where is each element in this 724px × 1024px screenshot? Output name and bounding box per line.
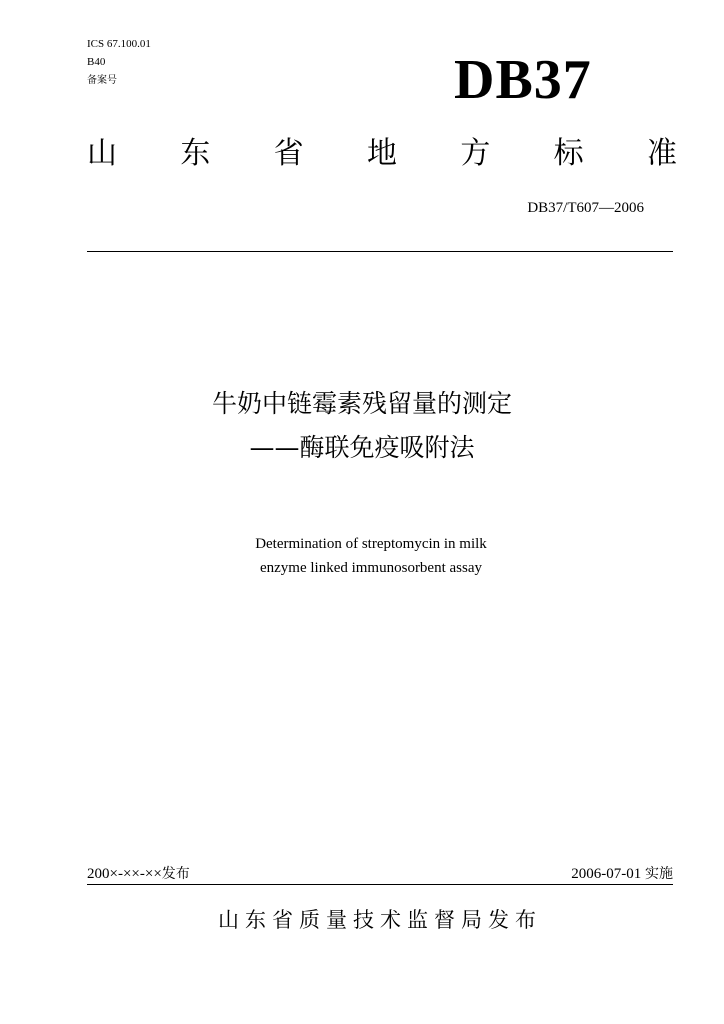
implement-date-block <box>571 864 673 884</box>
registration-label: 备案号 <box>87 75 117 86</box>
classification-code: B40 <box>87 56 106 68</box>
issue-date: 200×-××-×× <box>87 866 162 882</box>
ics-code: ICS 67.100.01 <box>87 38 151 50</box>
standard-type-char: 标 <box>553 136 584 171</box>
standard-type-char: 准 <box>646 136 677 171</box>
standard-type-heading <box>87 134 677 174</box>
standard-type-char: 方 <box>460 136 491 171</box>
top-divider <box>87 251 673 252</box>
standard-number: DB37/T607—2006 <box>527 200 644 216</box>
issue-date-block <box>87 864 190 884</box>
bottom-divider <box>87 884 673 885</box>
standard-type-char: 地 <box>366 136 397 171</box>
standard-logo: DB37 <box>454 49 592 111</box>
chinese-title-line-1: 牛奶中链霉素残留量的测定 <box>211 389 512 418</box>
issue-label: 发布 <box>161 866 190 882</box>
english-title-line-1: Determination of streptomycin in milk <box>255 536 487 552</box>
standard-type-char: 东 <box>180 136 211 171</box>
standard-type-char: 省 <box>273 136 304 171</box>
standard-type-char: 山 <box>87 136 117 171</box>
implement-date: 2006-07-01 <box>571 866 642 882</box>
implement-label: 实施 <box>645 866 673 882</box>
issuing-authority: 山东省质量技术监督局发布 <box>218 908 542 932</box>
chinese-title-line-2: ——酶联免疫吸附法 <box>249 433 475 462</box>
english-title-line-2: enzyme linked immunosorbent assay <box>259 560 483 576</box>
